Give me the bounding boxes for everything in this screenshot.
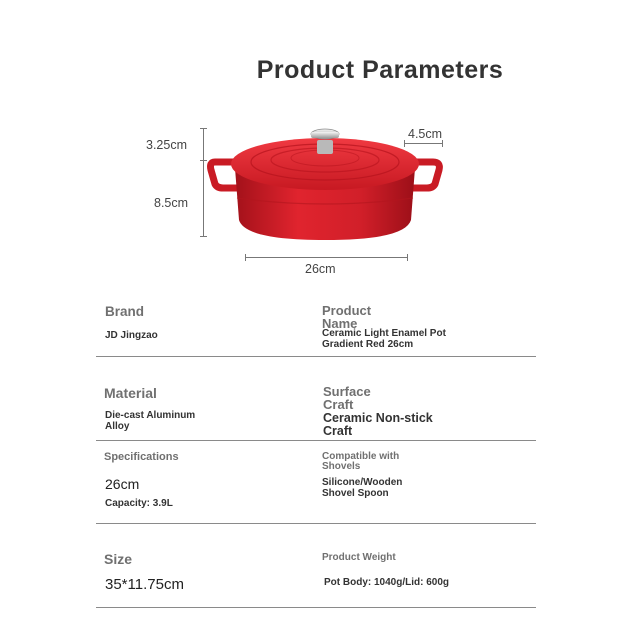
row-divider-1 xyxy=(96,356,536,357)
brand-label: Brand xyxy=(105,304,145,319)
diameter-tick-left xyxy=(245,254,246,261)
size-value: 35*11.75cm xyxy=(105,576,184,593)
diameter-label: 26cm xyxy=(305,262,336,276)
surface-craft-value: Ceramic Non-stick Craft xyxy=(323,411,433,439)
body-height-label: 8.5cm xyxy=(154,196,189,210)
capacity-value: Capacity: 3.9L xyxy=(105,498,173,509)
product-weight-label: Product Weight xyxy=(322,552,396,563)
page-title: Product Parameters xyxy=(256,56,504,84)
height-dimension-line xyxy=(203,128,204,236)
specifications-label: Specifications xyxy=(104,451,179,463)
compatible-label: Compatible with Shovels xyxy=(322,451,400,472)
lid-height-label: 3.25cm xyxy=(146,138,187,152)
compatible-value: Silicone/Wooden Shovel Spoon xyxy=(322,477,403,499)
surface-craft-label: Surface Craft xyxy=(323,384,371,412)
product-name-value: Ceramic Light Enamel Pot Gradient Red 26cm xyxy=(322,328,446,350)
specifications-value: 26cm xyxy=(105,476,140,492)
material-value: Die-cast Aluminum Alloy xyxy=(105,410,196,432)
row-divider-2 xyxy=(96,440,536,441)
size-label: Size xyxy=(104,551,133,567)
brand-value: JD Jingzao xyxy=(105,330,158,341)
pot-illustration xyxy=(205,118,450,248)
diameter-tick-right xyxy=(407,254,408,261)
row-divider-4 xyxy=(96,607,536,608)
diameter-dimension-line xyxy=(245,257,407,258)
product-weight-value: Pot Body: 1040g/Lid: 600g xyxy=(324,577,450,588)
handle-width-label: 4.5cm xyxy=(408,127,443,141)
row-divider-3 xyxy=(96,523,536,524)
product-name-label: Product Name xyxy=(322,303,372,331)
material-label: Material xyxy=(104,385,157,401)
